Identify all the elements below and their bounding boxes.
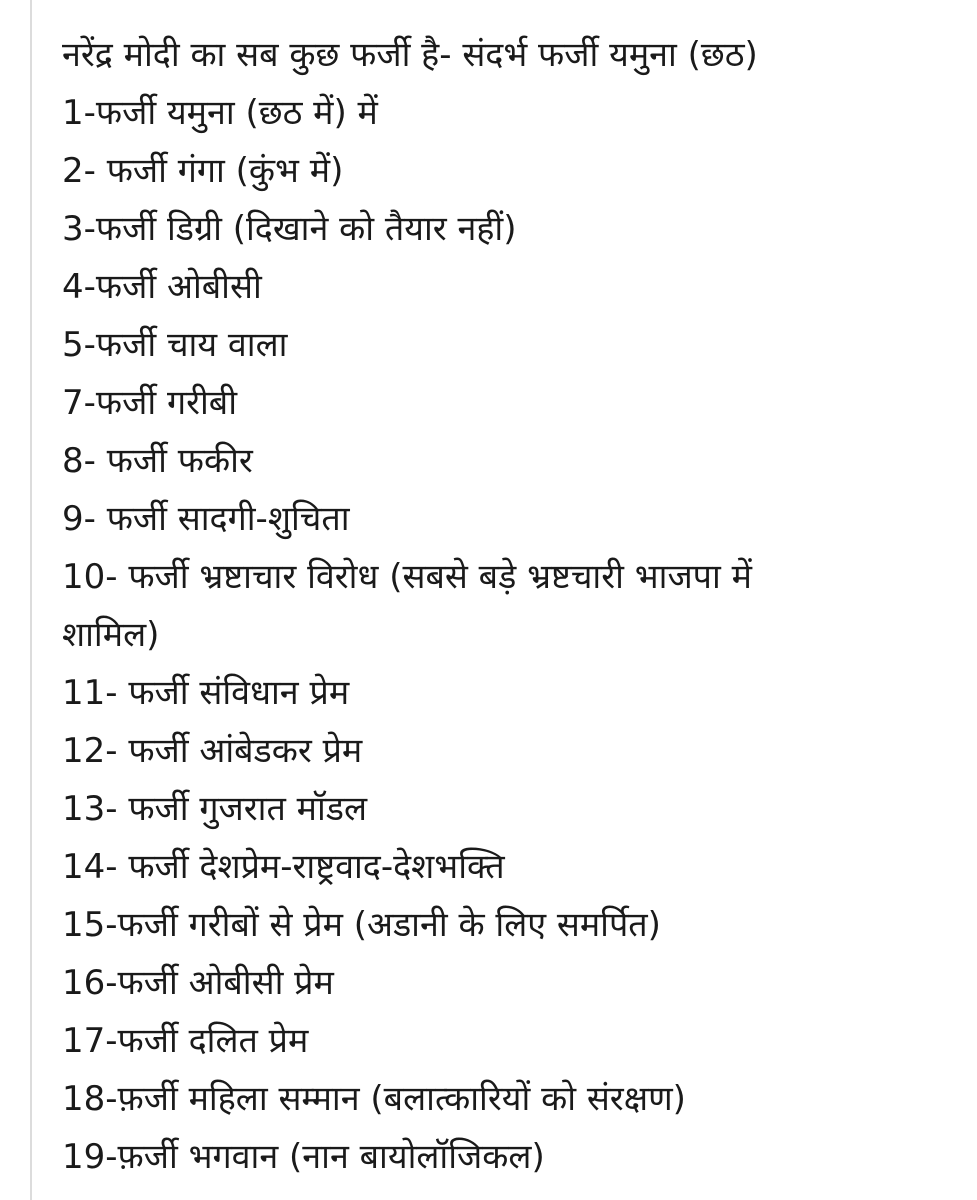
list-item: 4-फर्जी ओबीसी [62,267,262,307]
list-item: 19-फ़र्जी भगवान (नान बायोलॉजिकल) [62,1137,545,1177]
list-item: 17-फर्जी दलित प्रेम [62,1021,309,1061]
list-item: 13- फर्जी गुजरात मॉडल [62,789,368,829]
list-item-continuation: शामिल) [62,615,160,655]
list-item: 3-फर्जी डिग्री (दिखाने को तैयार नहीं) [62,209,517,249]
list-item: 2- फर्जी गंगा (कुंभ में) [62,151,344,191]
list-item: 18-फ़र्जी महिला सम्मान (बलात्कारियों को संरक्षण) [62,1079,686,1119]
list-item: 16-फर्जी ओबीसी प्रेम [62,963,334,1003]
list-item: 8- फर्जी फकीर [62,441,253,481]
list-item: 15-फर्जी गरीबों से प्रेम (अडानी के लिए समर्पित) [62,905,661,945]
text-block [62,26,942,1186]
list-item: 1-फर्जी यमुना (छठ में) में [62,93,378,133]
list-item: 7-फर्जी गरीबी [62,383,238,423]
list-item: 10- फर्जी भ्रष्टाचार विरोध (सबसे बड़े भ्रष्टचारी भाजपा में [62,557,752,597]
list-item: 11- फर्जी संविधान प्रेम [62,673,350,713]
list-item: 14- फर्जी देशप्रेम-राष्ट्रवाद-देशभक्ति [62,847,505,887]
list-item: 12- फर्जी आंबेडकर प्रेम [62,731,363,771]
left-divider [30,0,32,1200]
list-item: 5-फर्जी चाय वाला [62,325,288,365]
heading-line: नरेंद्र मोदी का सब कुछ फर्जी है- संदर्भ फर्जी यमुना (छठ) [62,35,758,75]
list-item: 9- फर्जी सादगी-शुचिता [62,499,350,539]
